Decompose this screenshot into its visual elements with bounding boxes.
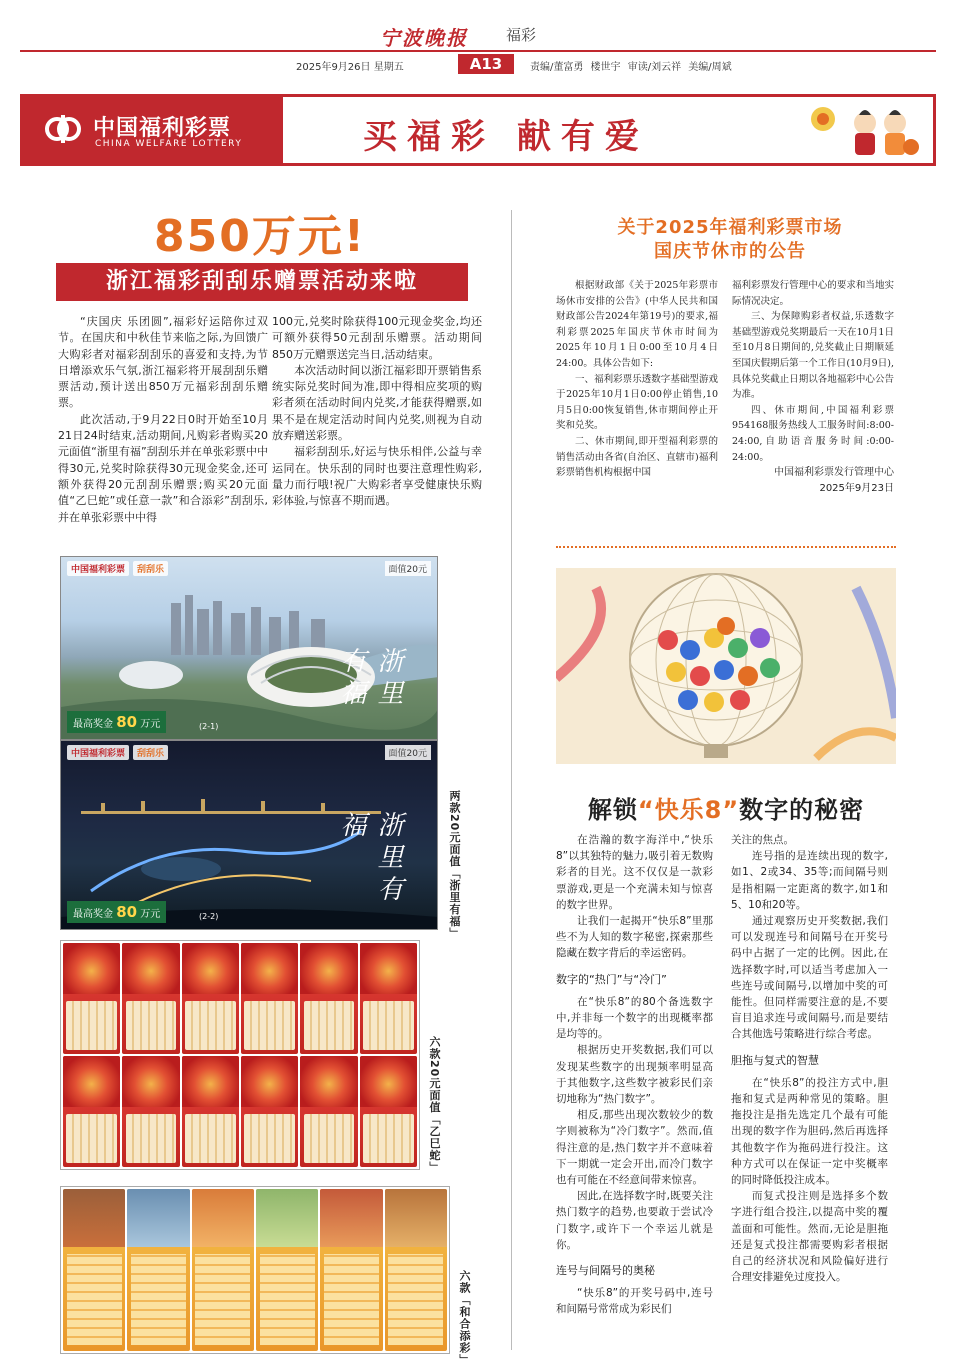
ticket-brand: 中国福利彩票 <box>67 745 129 760</box>
column-divider <box>511 210 512 1350</box>
ticket-thumb <box>360 1056 417 1167</box>
ticket-thumb <box>256 1189 318 1351</box>
kl8-title-highlight: “快乐8” <box>637 796 740 824</box>
paragraph: 连号指的是连续出现的数字,如1、2或34、35等;而间隔号则是指相隔一定距离的数字,如1和5、10和20等。 <box>731 850 888 911</box>
ticket-price: 面值20元 <box>385 745 431 760</box>
ticket-thumb <box>63 1189 125 1351</box>
paragraph: 一、福利彩票乐透数字基础型游戏于2025年10月1日0:00停止销售,10月5日0:00恢复销售,休市期间停止开奖和兑奖。 <box>556 373 718 432</box>
paragraph: 根据历史开奖数据,我们可以发现某些数字的出现频率明显高于其他数字,这些数字被彩民们亲切地称为“热门数字”。 <box>556 1044 713 1106</box>
banner-logo-english: CHINA WELFARE LOTTERY <box>95 139 243 149</box>
notice-signature-org: 中国福利彩票发行管理中心 <box>774 467 894 479</box>
banner-slogan: 买福彩 献有爱 <box>363 117 649 157</box>
left-article-column-1 <box>58 314 268 526</box>
ticket-thumb <box>63 943 120 1054</box>
ticket-image-zheli-day <box>60 556 438 740</box>
paragraph: 而复式投注则是选择多个数字进行组合投注,以提高中奖的覆盖面和可能性。然而,无论是胆拖还是复式投注都需要购彩者根据自己的经济状况和风险偏好进行合理安排避免过度投入。 <box>731 1190 888 1284</box>
ticket-header <box>61 557 437 579</box>
ticket-header <box>61 741 437 763</box>
kl8-title-pre: 解锁 <box>587 796 638 824</box>
prize-label: 最高奖金 <box>73 909 113 920</box>
ticket-caption-2: 六款20元面值「乙巳蛇」 <box>428 1036 441 1174</box>
paper-name: 宁波晚报 <box>380 26 468 50</box>
ticket-thumb <box>360 943 417 1054</box>
lottery-ball-cage-illustration <box>556 568 896 764</box>
prize-unit: 万元 <box>140 909 161 920</box>
prize-unit: 万元 <box>140 719 161 730</box>
section-name: 福彩 <box>506 26 537 44</box>
paragraph: 在“快乐8”的80个备选数字中,并非每一个数字的出现概率都是均等的。 <box>556 995 713 1041</box>
ticket-thumb <box>127 1189 189 1351</box>
editor-credits: 责编/董富勇 楼世宇 审读/刘云祥 美编/周斌 <box>530 62 732 73</box>
ticket-thumb <box>241 943 298 1054</box>
paragraph: 让我们一起揭开“快乐8”里那些不为人知的数字秘密,探索那些隐藏在数字背后的幸运密码。 <box>556 915 713 960</box>
ticket-thumb <box>182 1056 239 1167</box>
paragraph: 四、休市期间,中国福利彩票954168服务热线人工服务时间:8:00-24:00,自助语音服务时间:0:00-24:00。 <box>732 404 894 463</box>
masthead <box>0 0 956 100</box>
ticket-top-prize <box>67 711 166 733</box>
ticket-thumb <box>320 1189 382 1351</box>
paragraph: 福利彩票发行管理中心的要求和当地实际情况决定。 <box>732 280 894 307</box>
ticket-caption-3: 六款「和合添彩」 <box>458 1270 471 1366</box>
paragraph: 此次活动,于9月22日0时开始至10月21日24时结束,活动期间,凡购彩者购买20元面值“浙里有福”刮刮乐并在单张彩票中中得30元,兑奖时除获得30元现金奖金,还可额外获得20元刮刮乐赠票;购买20元面值“乙巳蛇”或任意一款”和合添彩”刮刮乐,并在单张彩票中中得 <box>58 412 268 524</box>
section-divider <box>556 546 896 548</box>
ticket-thumb <box>63 1056 120 1167</box>
masthead-rule <box>20 50 936 52</box>
welfare-lottery-logo-icon <box>43 111 83 147</box>
welfare-lottery-banner <box>20 94 936 166</box>
paragraph: 根据财政部《关于2025年彩票市场休市安排的公告》(中华人民共和国财政部公告2024年第19号)的要求,福利彩票2025年国庆节休市时间为2025年10月1日0:00至10月4日24:00。具体公告如下: <box>556 280 718 369</box>
paragraph: 100元,兑奖时除获得100元现金奖金,均还可额外获得50元刮刮乐赠票。活动期间850万元赠票送完当日,活动结束。 <box>272 315 482 361</box>
kl8-column-1 <box>556 832 713 1318</box>
prize-label: 最高奖金 <box>73 719 113 730</box>
ticket-grid-yisishe <box>60 940 420 1170</box>
banner-logo-block <box>23 97 283 163</box>
paragraph: 二、休市期间,即开型福利彩票的销售活动由各省(自治区、直辖市)福利彩票销售机构根据中国 <box>556 435 718 479</box>
ticket-calligraphy: 浙里有福 <box>336 811 403 907</box>
subheading: 连号与间隔号的奥秘 <box>556 1264 655 1278</box>
ticket-brand: 中国福利彩票 <box>67 561 129 576</box>
notice-signature <box>732 465 894 497</box>
ticket-thumb <box>300 1056 357 1167</box>
left-article-column-2 <box>272 314 482 510</box>
notice-signature-date: 2025年9月23日 <box>819 483 894 495</box>
ticket-thumb <box>300 943 357 1054</box>
paragraph: 因此,在选择数字时,既要关注热门数字的趋势,也要敢于尝试冷门数字,或许下一个幸运儿就是你。 <box>556 1190 713 1251</box>
kl8-title-post: 数字的秘密 <box>739 796 865 824</box>
kl8-column-2 <box>731 832 888 1285</box>
issue-date: 2025年9月26日 星期五 <box>296 62 404 73</box>
ticket-calligraphy: 浙里有福 <box>336 647 403 711</box>
paragraph: 福彩刮刮乐,好运与快乐相伴,公益与幸运同在。快乐刮的同时也要注意理性购彩,量力而行哦!祝广大购彩者享受健康快乐购彩体验,与惊喜不期而遇。 <box>272 445 482 508</box>
paragraph: 关注的焦点。 <box>731 834 794 846</box>
paragraph: 在“快乐8”的投注方式中,胆拖和复式是两种常见的策略。胆拖投注是指先选定几个最有可能出现的数字作为胆码,然后再选择其他数字作为拖码进行投注。这种方式可以在保证一定中奖概率的同时降低投注成本。 <box>731 1076 888 1187</box>
article-headline: 850万元! <box>154 211 366 262</box>
notice-title-line-1: 关于2025年福利彩票市场 <box>617 217 843 238</box>
prize-amount: 80 <box>116 713 138 731</box>
ticket-serial: (2-2) <box>199 912 219 921</box>
paragraph: “庆国庆 乐团圆”,福彩好运陪你过双节。在国庆和中秋佳节来临之际,为回馈广大购彩者对福彩刮刮乐的喜爱和支持,为节日增添欢乐气氛,浙江福彩将开展刮刮乐赠票活动,预计送出850万元福彩刮刮乐赠票。 <box>58 315 268 410</box>
paragraph: 在浩瀚的数字海洋中,“快乐8”以其独特的魅力,吸引着无数购彩者的目光。这不仅仅是一款彩票游戏,更是一个充满未知与惊喜的数字世界。 <box>556 834 713 911</box>
ticket-game-logo: 刮刮乐 <box>133 561 168 576</box>
ticket-thumb <box>385 1189 447 1351</box>
ticket-image-zheli-night <box>60 740 438 930</box>
paragraph: “快乐8”的开奖号码中,连号和间隔号常常成为彩民们 <box>556 1287 713 1316</box>
ticket-grid-hehetiancai <box>60 1186 450 1354</box>
notice-column-1 <box>556 278 718 481</box>
ticket-thumb <box>122 943 179 1054</box>
ticket-thumb <box>122 1056 179 1167</box>
paragraph: 相反,那些出现次数较少的数字则被称为“冷门数字”。然而,值得注意的是,热门数字并不意味着下一期就一定会开出,而冷门数字也有可能在不经意间带来惊喜。 <box>556 1109 713 1187</box>
ticket-top-prize <box>67 901 166 923</box>
ticket-game-logo: 刮刮乐 <box>133 745 168 760</box>
notice-column-2 <box>732 278 894 497</box>
subheading: 胆拖与复式的智慧 <box>731 1053 819 1067</box>
banner-logo-text: 中国福利彩票 <box>93 116 232 141</box>
notice-title <box>560 216 900 264</box>
paragraph: 通过观察历史开奖数据,我们可以发现连号和间隔号在开奖号码中占据了一定的比例。因此,在选择数字时,可以适当考虑加入一些连号或间隔号,以增加中奖的可能性。但同样需要注意的是,不要盲目追求连号或间隔号,而是要结合其他选号策略进行综合考虑。 <box>731 915 888 1041</box>
paragraph: 本次活动时间以浙江福彩即开票销售系统实际兑奖时间为准,即中得相应奖项的购彩者须在活动时间内兑奖,才能获得赠票,如果不是在规定活动时间内兑奖,则视为自动放弃赠送彩票。 <box>272 363 482 443</box>
ticket-thumb <box>192 1189 254 1351</box>
ticket-caption-1: 两款20元面值「浙里有福」 <box>448 790 461 940</box>
notice-title-line-2: 国庆节休市的公告 <box>654 241 806 262</box>
page-number: A13 <box>458 54 514 74</box>
ticket-thumb <box>182 943 239 1054</box>
ticket-serial: (2-1) <box>199 722 219 731</box>
article-subheadline: 浙江福彩刮刮乐赠票活动来啦 <box>56 263 468 301</box>
ticket-thumb <box>241 1056 298 1167</box>
prize-amount: 80 <box>116 903 138 921</box>
ticket-price: 面值20元 <box>385 561 431 576</box>
paragraph: 三、为保障购彩者权益,乐透数字基础型游戏兑奖期最后一天在10月1日至10月8日期间的,兑奖截止日期顺延至国庆假期后第一个工作日(10月9日),具体兑奖截止日期以各地福彩中心公告为准。 <box>732 311 894 401</box>
subheading: 数字的“热门”与“冷门” <box>556 972 667 986</box>
lottery-ball-cage-icon <box>556 568 896 764</box>
kl8-article-title <box>556 790 896 825</box>
cartoon-children-illustration-icon <box>803 101 923 159</box>
